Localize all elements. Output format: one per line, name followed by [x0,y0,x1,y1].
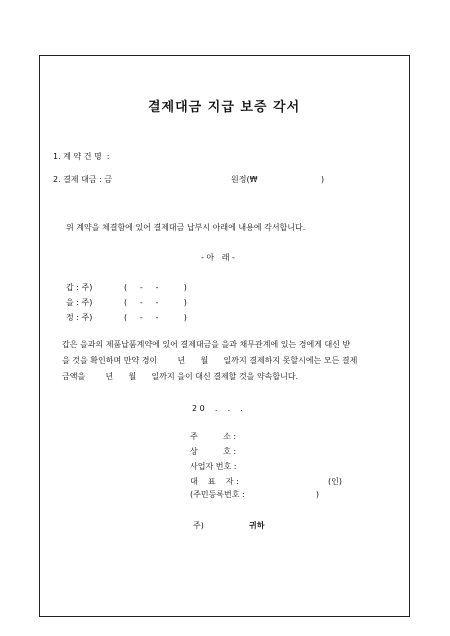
party-gap-regno: ( - - ) [124,283,187,292]
body-line-3: 금액을 년 월 일까지 을이 대신 결제할 것을 약속합니다. [62,372,299,381]
document-frame [39,55,410,617]
party-gap-label: 갑 : 주) [66,283,93,292]
recipient-suffix: 귀하 [249,521,265,530]
signer-company: 상 호 : [190,447,237,456]
signer-bizno: 사업자 번호 : [190,462,237,471]
party-eul-label: 을 : 주) [66,298,93,307]
contract-name-line: 1. 계 약 건 명 : [53,152,110,161]
body-line-1: 갑은 을과의 제품납품계약에 있어 결제대금을 을과 채무관계에 있는 경에게 대신 받 [62,340,351,349]
signer-resident-no: (주민등록번호 : ) [190,490,320,499]
recipient-company: 주) [193,521,204,530]
party-jeong-label: 정 : 주) [66,313,93,322]
payment-amount-won: 원정(₩ ) [231,175,325,184]
body-line-2: 을 것을 확인하며 만약 경이 년 월 일까지 결제하지 못할시에는 모든 결제 [62,356,358,365]
date-line: 2 0 . . . [192,404,243,413]
intro-sentence: 위 계약을 체결함에 있어 결제대금 납부시 아래에 내용에 각서합니다. [66,223,306,232]
signer-address: 주 소 : [190,432,237,441]
party-eul-regno: ( - - ) [124,298,187,307]
below-heading: - 아 래 - [201,253,235,262]
document-title: 결제대금 지급 보증 각서 [148,100,301,115]
party-jeong-regno: ( - - ) [124,313,187,322]
signer-seal: (인) [328,477,342,486]
signer-rep: 대 표 자 : [190,477,239,486]
payment-amount-line: 2. 결제 대금 : 금 [53,175,113,184]
